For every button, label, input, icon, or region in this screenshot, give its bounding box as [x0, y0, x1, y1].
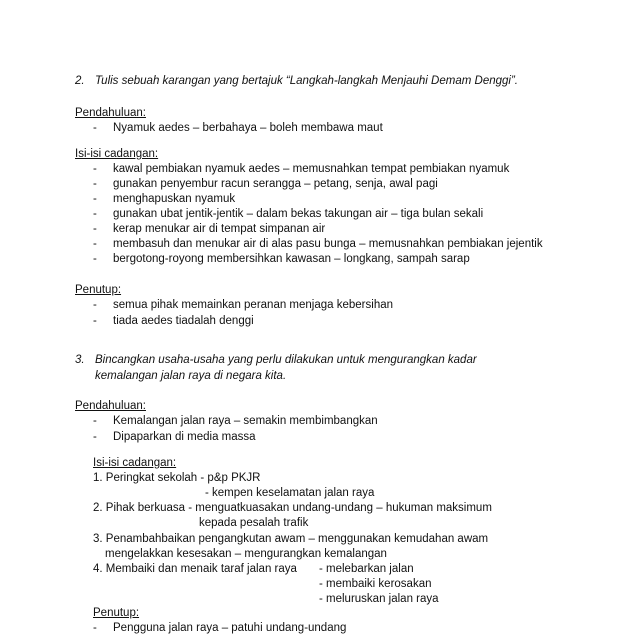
bullet-dash: - — [93, 193, 97, 205]
q3-close-heading: Penutup: — [93, 607, 140, 619]
q2-body-item: kerap menukar air di tempat simpanan air — [113, 223, 326, 235]
bullet-dash: - — [93, 415, 97, 427]
q2-body-item: kawal pembiakan nyamuk aedes – memusnahkan tempat pembiakan nyamuk — [113, 163, 510, 175]
q2-body-heading: Isi-isi cadangan: — [75, 148, 159, 160]
q3-point-4b: - membaiki kerosakan — [319, 578, 432, 590]
q3-point-4c: - meluruskan jalan raya — [319, 593, 439, 605]
q2-close-item: tiada aedes tiadalah denggi — [113, 315, 254, 327]
q3-point-2b: kepada pesalah trafik — [199, 517, 309, 529]
bullet-dash: - — [93, 253, 97, 265]
q2-number: 2. — [75, 75, 85, 87]
bullet-dash: - — [93, 238, 97, 250]
q2-body-item: membasuh dan menukar air di alas pasu bunga – memusnahkan pembiakan jejentik — [113, 238, 543, 250]
q2-title: Tulis sebuah karangan yang bertajuk “Langkah-langkah Menjauhi Demam Denggi”. — [95, 75, 518, 87]
q2-body-item: menghapuskan nyamuk — [113, 193, 236, 205]
q2-intro-item: Nyamuk aedes – berbahaya – boleh membawa maut — [113, 122, 383, 134]
bullet-dash: - — [93, 315, 97, 327]
bullet-dash: - — [93, 223, 97, 235]
bullet-dash: - — [93, 431, 97, 443]
bullet-dash: - — [93, 208, 97, 220]
q3-point-1b: - kempen keselamatan jalan raya — [205, 487, 375, 499]
bullet-dash: - — [93, 178, 97, 190]
q3-point-1: 1. Peringkat sekolah - p&p PKJR — [93, 472, 261, 484]
q3-point-4: 4. Membaiki dan menaik taraf jalan raya — [93, 563, 297, 575]
q3-point-4a: - melebarkan jalan — [319, 563, 414, 575]
bullet-dash: - — [93, 299, 97, 311]
q3-title-line2: kemalangan jalan raya di negara kita. — [95, 370, 287, 382]
bullet-dash: - — [93, 122, 97, 134]
q3-intro-item: Kemalangan jalan raya – semakin membimbangkan — [113, 415, 378, 427]
q3-intro-heading: Pendahuluan: — [75, 400, 146, 412]
q3-point-2: 2. Pihak berkuasa - menguatkuasakan undang-undang – hukuman maksimum — [93, 502, 492, 514]
q2-intro-heading: Pendahuluan: — [75, 107, 146, 119]
bullet-dash: - — [93, 163, 97, 175]
q3-point-3b: mengelakkan kesesakan – mengurangkan kemalangan — [105, 548, 387, 560]
q3-close-item: Pengguna jalan raya – patuhi undang-undang — [113, 622, 347, 634]
q3-title-line1: Bincangkan usaha-usaha yang perlu dilakukan untuk mengurangkan kadar — [95, 354, 477, 366]
q2-close-item: semua pihak memainkan peranan menjaga kebersihan — [113, 299, 394, 311]
bullet-dash: - — [93, 622, 97, 634]
q2-body-item: bergotong-royong membersihkan kawasan – longkang, sampah sarap — [113, 253, 470, 265]
q2-body-item: gunakan penyembur racun serangga – petang, senja, awal pagi — [113, 178, 438, 190]
q3-body-heading: Isi-isi cadangan: — [93, 457, 177, 469]
q3-intro-item: Dipaparkan di media massa — [113, 431, 256, 443]
q3-number: 3. — [75, 354, 85, 366]
q3-point-3: 3. Penambahbaikan pengangkutan awam – menggunakan kemudahan awam — [93, 533, 489, 545]
q2-close-heading: Penutup: — [75, 284, 122, 296]
q2-body-item: gunakan ubat jentik-jentik – dalam bekas takungan air – tiga bulan sekali — [113, 208, 484, 220]
